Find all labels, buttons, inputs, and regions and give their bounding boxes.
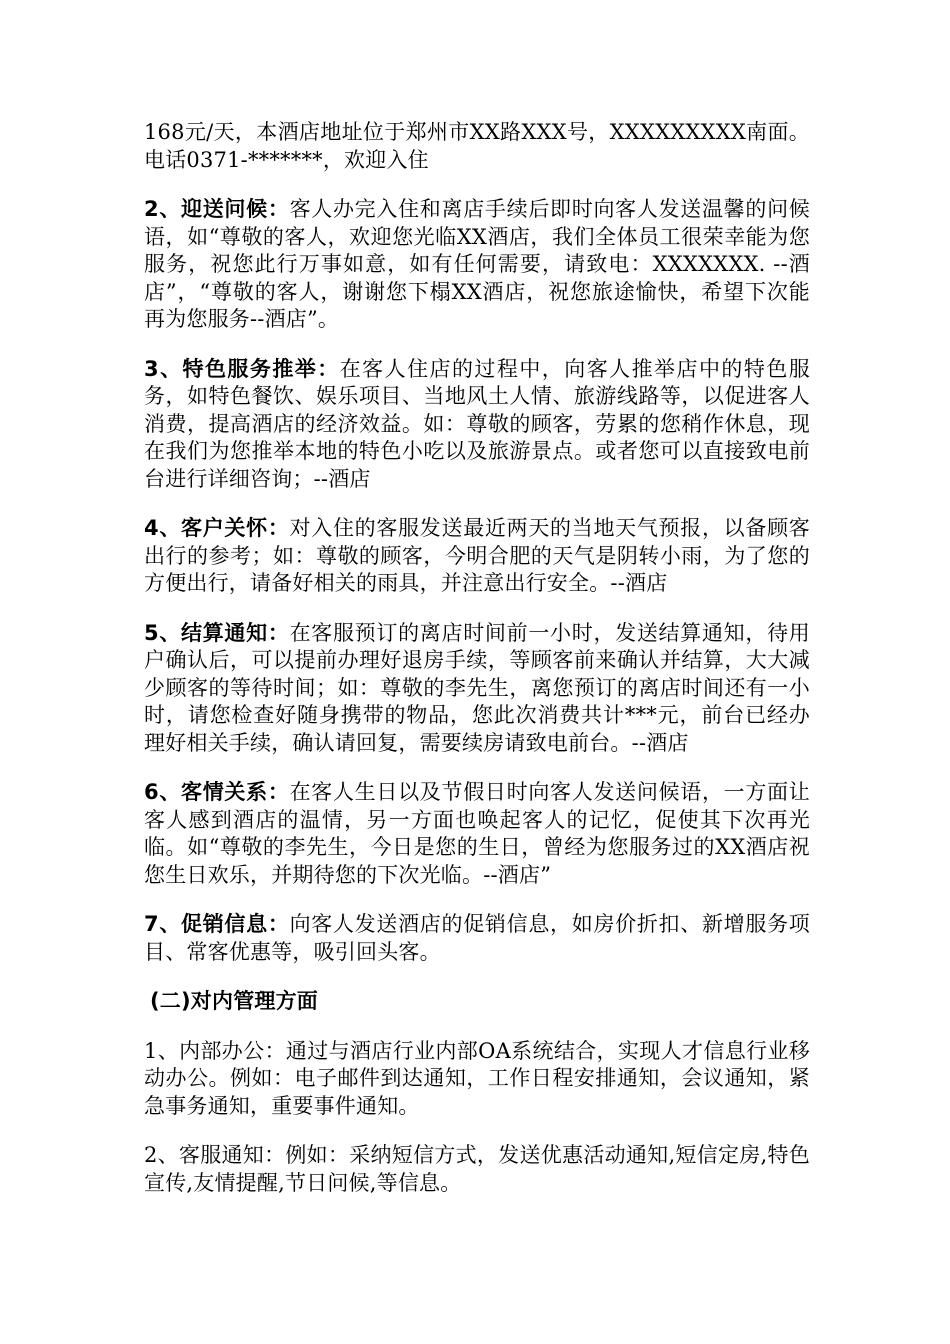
item-text: 向客人发送酒店的促销信息，如房价折扣、新增服务项目、常客优惠等，吸引回头客。	[144, 912, 810, 964]
item-lead: 2、迎送问候：	[144, 197, 290, 221]
item-promotion	[144, 911, 810, 966]
intro-paragraph	[144, 119, 810, 174]
internal-text: 2、客服通知：例如：采纳短信方式，发送优惠活动通知,短信定房,特色宣传,友情提醒,节日问候,等信息。	[144, 1143, 810, 1195]
section-heading: (二)对内管理方面	[150, 989, 318, 1013]
item-lead: 4、客户关怀：	[144, 516, 290, 540]
item-greeting	[144, 196, 810, 334]
document-page	[144, 119, 810, 1219]
item-customer-relations	[144, 779, 810, 889]
item-lead: 5、结算通知：	[144, 620, 290, 645]
internal-office	[144, 1038, 810, 1121]
item-lead: 3、特色服务推举：	[144, 356, 340, 381]
item-feature-service	[144, 356, 810, 494]
item-lead: 6、客情关系：	[144, 780, 290, 804]
item-lead: 7、促销信息：	[144, 912, 290, 936]
item-checkout-notice	[144, 620, 810, 758]
item-text: 在客人住店的过程中，向客人推举店中的特色服务，如特色餐饮、娱乐项目、当地风土人情、旅游线路等，以促进客人消费，提高酒店的经济效益。如：尊敬的顾客，劳累的您稍作休息，现在我们为您推举本地的特色小吃以及旅游景点。或者您可以直接致电前台进行详细咨询；--酒店	[144, 356, 810, 491]
internal-text: 1、内部办公：通过与酒店行业内部OA系统结合，实现人才信息行业移动办公。例如：电子邮件到达通知，工作日程安排通知，会议通知，紧急事务通知，重要事件通知。	[144, 1038, 810, 1118]
internal-service-notice	[144, 1142, 810, 1197]
item-text: 在客人生日以及节假日时向客人发送问候语，一方面让客人感到酒店的温情，另一方面也唤起客人的记忆，促使其下次再光临。如“尊敬的李先生，今日是您的生日，曾经为您服务过的XX酒店祝您生日欢乐，并期待您的下次光临。--酒店”	[144, 780, 810, 887]
intro-text: 168元/天，本酒店地址位于郑州市XX路XXX号，XXXXXXXXX南面。电话0371-*******，欢迎入住	[144, 120, 810, 172]
item-text: 在客服预订的离店时间前一小时，发送结算通知，待用户确认后，可以提前办理好退房手续，等顾客前来确认并结算，大大减少顾客的等待时间；如：尊敬的李先生，离您预订的离店时间还有一小时，请您检查好随身携带的物品，您此次消费共计***元，前台已经办理好相关手续，确认请回复，需要续房请致电前台。--酒店	[144, 620, 810, 755]
item-text: 客人办完入住和离店手续后即时向客人发送温馨的问候语，如“尊敬的客人，欢迎您光临XX酒店，我们全体员工很荣幸能为您服务，祝您此行万事如意，如有任何需要，请致电：XXXXXXX. --酒店”，“尊敬的客人，谢谢您下榻XX酒店，祝您旅途愉快，希望下次能再为您服务--酒店”。	[144, 197, 810, 331]
item-text: 对入住的客服发送最近两天的当地天气预报，以备顾客出行的参考；如：尊敬的顾客，今明合肥的天气是阴转小雨，为了您的方便出行，请备好相关的雨具，并注意出行安全。--酒店	[144, 516, 810, 595]
item-customer-care	[144, 515, 810, 598]
